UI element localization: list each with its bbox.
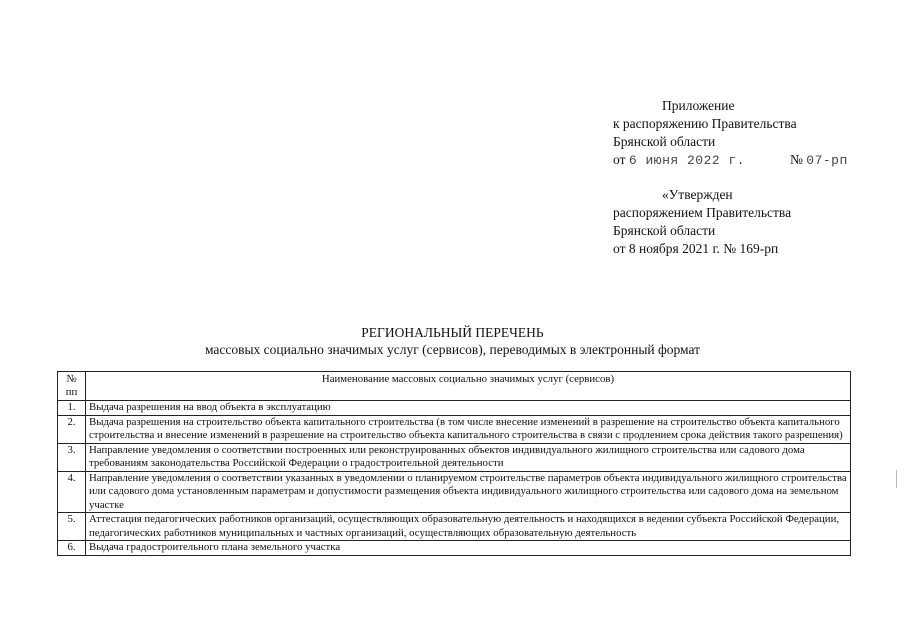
row-number: 5. — [58, 513, 86, 541]
row-number: 3. — [58, 443, 86, 471]
row-name: Направление уведомления о соответствии указанных в уведомлении о планируемом строительстве параметров объекта индивидуального жилищного строительства или садового дома установленным параметрам и допустимости размещения объекта индивидуального жилищного строительства или садового дома на земельном участке — [86, 471, 851, 513]
row-number: 2. — [58, 415, 86, 443]
appendix-date-line — [613, 152, 745, 169]
table-row — [58, 541, 851, 556]
row-name: Выдача градостроительного плана земельного участка — [86, 541, 851, 556]
approved-order: распоряжением Правительства — [613, 205, 792, 220]
row-number: 1. — [58, 401, 86, 416]
header-name: Наименование массовых социально значимых услуг (сервисов) — [86, 372, 851, 401]
document-title: РЕГИОНАЛЬНЫЙ ПЕРЕЧЕНЬ — [361, 325, 544, 340]
appendix-region: Брянской области — [613, 134, 716, 149]
table-row — [58, 471, 851, 513]
table-header-row — [58, 372, 851, 401]
table-row — [58, 401, 851, 416]
scan-mark — [896, 470, 897, 488]
services-table — [57, 371, 851, 556]
handwritten-number: 07-рп — [806, 153, 848, 168]
approved-date: от 8 ноября 2021 г. № 169-рп — [613, 241, 779, 256]
row-name: Аттестация педагогических работников организаций, осуществляющих образовательную деятельность и находящихся в ведении субъекта Российской Федерации, педагогических работников муниципальных и частных организаций, осуществляющих образовательную деятельность — [86, 513, 851, 541]
approved-region: Брянской области — [613, 223, 716, 238]
row-number: 4. — [58, 471, 86, 513]
header-number: № пп — [58, 372, 86, 401]
number-prefix: № — [790, 152, 803, 167]
row-number: 6. — [58, 541, 86, 556]
date-prefix: от — [613, 152, 626, 167]
row-name: Выдача разрешения на ввод объекта в эксплуатацию — [86, 401, 851, 416]
row-name: Выдача разрешения на строительство объекта капитального строительства (в том числе внесение изменений в разрешение на строительство объекта капитального строительства и внесение изменений в разрешение на строительство объекта капитального строительства в связи с продлением срока действия такого разрешения) — [86, 415, 851, 443]
appendix-number-line — [790, 152, 848, 169]
appendix-order: к распоряжению Правительства — [613, 116, 797, 131]
row-name: Направление уведомления о соответствии построенных или реконструированных объектов индивидуального жилищного строительства или садового дома требованиям законодательства Российской Федерации о градостроительной деятельности — [86, 443, 851, 471]
appendix-title: Приложение — [662, 98, 735, 113]
approved-title: «Утвержден — [662, 187, 733, 202]
handwritten-date: 6 июня 2022 г. — [628, 153, 746, 168]
table-row — [58, 415, 851, 443]
table-row — [58, 513, 851, 541]
document-subtitle: массовых социально значимых услуг (сервисов), переводимых в электронный формат — [204, 342, 701, 357]
table-row — [58, 443, 851, 471]
